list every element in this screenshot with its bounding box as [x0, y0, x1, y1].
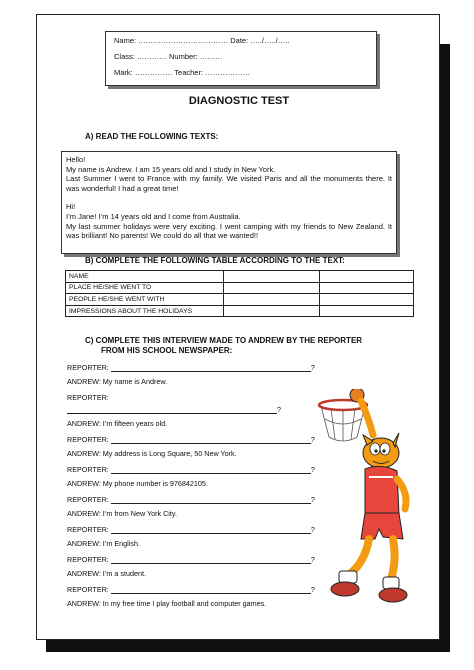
reporter-question-line[interactable] — [67, 363, 315, 372]
andrew-answer: ANDREW: My phone number is 976842105. — [67, 479, 208, 488]
reporter-label: REPORTER: — [67, 585, 109, 594]
row-label: PLACE HE/SHE WENT TO — [66, 282, 224, 294]
reporter-question-line[interactable] — [67, 435, 315, 444]
table-row — [66, 282, 414, 294]
reporter-question-line[interactable] — [67, 495, 315, 504]
reporter-label: REPORTER: — [67, 465, 109, 474]
answer-cell[interactable] — [224, 282, 320, 294]
table-row — [66, 271, 414, 283]
garfield-basketball-icon — [317, 389, 417, 604]
row-label: PEOPLE HE/SHE WENT WITH — [66, 294, 224, 306]
question-mark: ? — [310, 435, 315, 444]
question-mark: ? — [310, 585, 315, 594]
page-title: DIAGNOSTIC TEST — [188, 95, 290, 107]
section-b-heading: B) COMPLETE THE FOLLOWING TABLE ACCORDING TO THE TEXT: — [85, 256, 345, 265]
reading-texts-box — [61, 151, 397, 254]
text-line: Hello! — [66, 155, 86, 164]
reporter-label: REPORTER: — [67, 555, 109, 564]
row-label: NAME — [66, 271, 224, 283]
andrew-answer: ANDREW: I’m fifteen years old. — [67, 419, 168, 428]
table-row — [66, 294, 414, 306]
reporter-question-line[interactable] — [67, 465, 315, 474]
question-mark: ? — [310, 525, 315, 534]
andrew-answer: ANDREW: I’m a student. — [67, 569, 146, 578]
info-table — [65, 270, 414, 317]
answer-cell[interactable] — [224, 271, 320, 283]
reporter-question-line[interactable] — [67, 555, 315, 564]
text-line: Last Summer I went to France with my family. We visited Paris and all the monuments there. It was wonderful! I had a great time! — [66, 174, 392, 193]
mark-teacher-line: Mark: …………… Teacher: ……………… — [114, 68, 251, 77]
answer-cell[interactable] — [320, 282, 414, 294]
answer-cell[interactable] — [320, 271, 414, 283]
text-spacer — [62, 193, 396, 202]
worksheet — [36, 14, 440, 640]
question-mark: ? — [310, 555, 315, 564]
text-line: I’m Jane! I’m 14 years old and I come from Australia. — [66, 211, 241, 221]
reporter-question-line[interactable] — [67, 525, 315, 534]
reporter-label: REPORTER: — [67, 495, 109, 504]
andrew-answer: ANDREW: In my free time I play football and computer games. — [67, 599, 267, 608]
andrew-answer: ANDREW: My name is Andrew. — [67, 377, 168, 386]
section-c-heading-cont: FROM HIS SCHOOL NEWSPAPER: — [101, 346, 233, 355]
student-info-box — [105, 31, 377, 86]
text-line: My name is Andrew. I am 15 years old and I study in New York. — [66, 164, 276, 174]
answer-cell[interactable] — [224, 294, 320, 306]
reporter-blank-line[interactable] — [67, 405, 281, 414]
reporter-question-line[interactable] — [67, 393, 109, 402]
answer-cell[interactable] — [320, 294, 414, 306]
answer-cell[interactable] — [320, 305, 414, 317]
answer-cell[interactable] — [224, 305, 320, 317]
reporter-label: REPORTER: — [67, 363, 109, 372]
question-mark: ? — [310, 495, 315, 504]
row-label: IMPRESSIONS ABOUT THE HOLIDAYS — [66, 305, 224, 317]
question-mark: ? — [310, 465, 315, 474]
text-line: My last summer holidays were very exciting. I went camping with my friends to New Zealand. It was brilliant! No parents! We could do all that we wanted!! — [66, 221, 392, 241]
reporter-question-line[interactable] — [67, 585, 315, 594]
section-c-heading: C) COMPLETE THIS INTERVIEW MADE TO ANDREW BY THE REPORTER — [85, 336, 363, 345]
reporter-label: REPORTER: — [67, 435, 109, 444]
text-line: Hi! — [66, 202, 76, 212]
andrew-answer: ANDREW: My address is Long Square, 50 New York. — [67, 449, 237, 458]
table-row — [66, 305, 414, 317]
andrew-answer: ANDREW: I’m from New York City. — [67, 509, 177, 518]
reporter-label: REPORTER: — [67, 393, 109, 402]
class-number-line: Class: ………… Number: ……… — [114, 52, 223, 61]
question-mark: ? — [310, 363, 315, 372]
andrew-answer: ANDREW: I’m English. — [67, 539, 140, 548]
reporter-label: REPORTER: — [67, 525, 109, 534]
name-date-line: Name: ……………………………… Date: …../…../….. — [114, 36, 290, 45]
question-mark: ? — [277, 405, 281, 414]
section-a-heading: A) READ THE FOLLOWING TEXTS: — [85, 132, 219, 141]
